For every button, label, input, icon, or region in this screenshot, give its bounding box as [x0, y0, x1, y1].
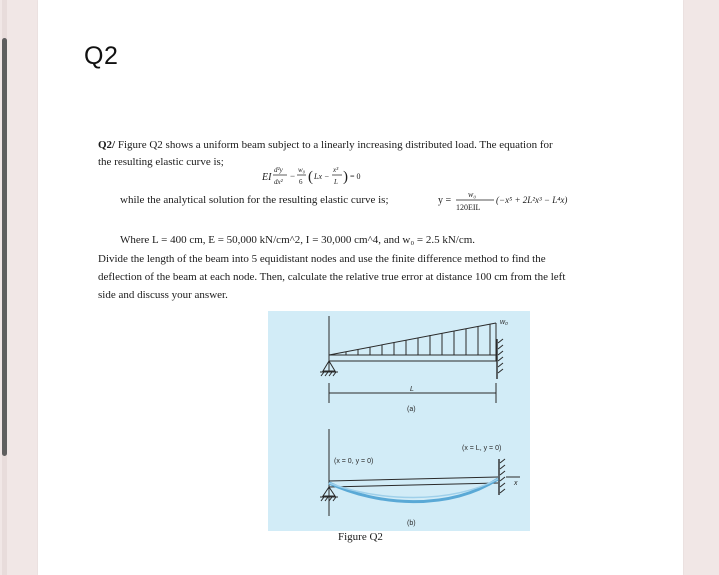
- scrollbar-track[interactable]: [2, 0, 7, 575]
- svg-text:120EIL: 120EIL: [456, 203, 481, 212]
- svg-text:w₀: w₀: [468, 190, 477, 199]
- part-a-label: (a): [407, 406, 416, 413]
- beam-diagram: [268, 311, 530, 531]
- analytic-solution-equation: [438, 186, 613, 214]
- svg-text:): ): [343, 169, 348, 185]
- svg-text:6: 6: [299, 178, 303, 186]
- page-heading: Q2: [84, 42, 119, 70]
- x-axis-label: x: [514, 480, 518, 487]
- task-line-1: Divide the length of the beam into 5 equidistant nodes and use the finite difference method to find the: [98, 253, 546, 265]
- svg-text:(−x⁵ + 2L²x³ − L⁴x): (−x⁵ + 2L²x³ − L⁴x): [496, 195, 568, 205]
- question-intro-line-2: the resulting elastic curve is;: [98, 156, 224, 168]
- figure-caption: Figure Q2: [338, 531, 383, 543]
- load-label: w₀: [500, 319, 509, 326]
- svg-text:Lx −: Lx −: [314, 172, 330, 181]
- svg-text:EI: EI: [262, 172, 272, 183]
- elastic-curve-equation: [262, 162, 362, 190]
- svg-text:−: −: [290, 171, 296, 181]
- question-label: Q2/: [98, 139, 116, 151]
- bc-right-label: (x = L, y = 0): [462, 445, 502, 452]
- analytic-solution-text: while the analytical solution for the resulting elastic curve is;: [120, 194, 389, 206]
- length-label: L: [410, 386, 414, 393]
- svg-text:= 0: = 0: [350, 172, 361, 181]
- svg-text:d²y: d²y: [274, 166, 283, 174]
- part-b-label: (b): [407, 520, 416, 527]
- beam-a: [329, 355, 496, 361]
- svg-text:L: L: [334, 178, 338, 186]
- svg-text:(: (: [308, 169, 313, 185]
- document-page: [38, 0, 683, 575]
- given-values: Where L = 400 cm, E = 50,000 kN/cm^2, I = 30,000 cm^4, and w₀ = 2.5 kN/cm.: [120, 234, 476, 246]
- question-intro-line-1: Q2/ Figure Q2 shows a uniform beam subject to a linearly increasing distributed load. The equation for: [98, 139, 553, 151]
- bc-left-label: (x = 0, y = 0): [334, 458, 374, 465]
- load-line: [329, 323, 496, 355]
- task-line-3: side and discuss your answer.: [98, 289, 228, 301]
- svg-text:y =: y =: [438, 195, 452, 206]
- task-line-2: deflection of the beam at each node. Then, calculate the relative true error at distance 100 cm from the left: [98, 271, 566, 283]
- svg-text:w₀: w₀: [298, 166, 306, 174]
- scrollbar-thumb[interactable]: [2, 38, 7, 456]
- figure-q2: [268, 311, 530, 531]
- svg-text:x³: x³: [333, 166, 339, 174]
- svg-text:dx²: dx²: [274, 178, 283, 186]
